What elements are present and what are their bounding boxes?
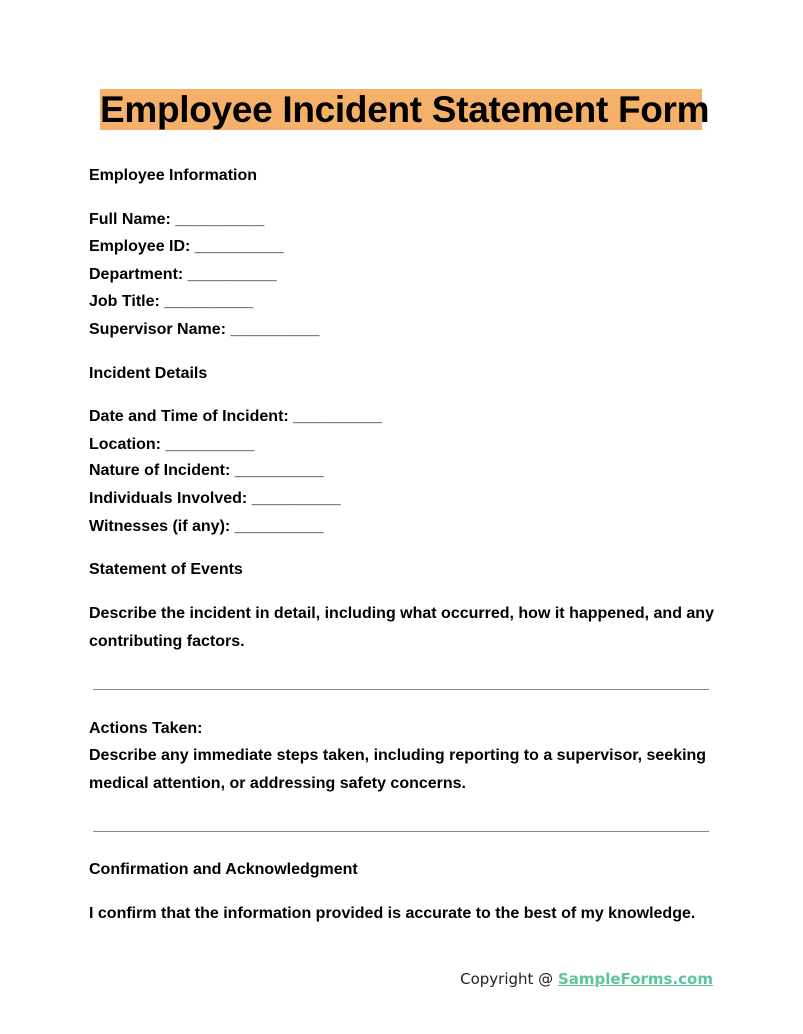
field-witnesses: Witnesses (if any): __________ — [89, 518, 324, 535]
page-title: Employee Incident Statement Form — [100, 89, 710, 130]
field-job-title: Job Title: __________ — [89, 293, 254, 310]
field-nature-of-incident: Nature of Incident: __________ — [89, 462, 324, 479]
section-heading-actions-taken: Actions Taken: — [89, 720, 203, 737]
field-department: Department: __________ — [89, 266, 277, 283]
field-individuals-involved: Individuals Involved: __________ — [89, 490, 341, 507]
statement-instructions: Describe the incident in detail, including what occurred, how it happened, and any contributing factors. — [89, 605, 714, 650]
copyright-footer — [460, 970, 713, 988]
field-employee-id: Employee ID: __________ — [89, 238, 284, 255]
copyright-prefix: Copyright @ — [460, 970, 558, 988]
field-supervisor-name: Supervisor Name: __________ — [89, 321, 320, 338]
field-full-name: Full Name: __________ — [89, 211, 265, 228]
sampleforms-link[interactable]: SampleForms.com — [557, 970, 713, 988]
section-heading-statement-of-events: Statement of Events — [89, 561, 243, 578]
confirmation-text: I confirm that the information provided is accurate to the best of my knowledge. — [89, 905, 696, 922]
field-location: Location: __________ — [89, 436, 255, 453]
section-heading-confirmation: Confirmation and Acknowledgment — [89, 861, 358, 878]
statement-answer-line[interactable] — [93, 689, 709, 690]
field-date-time: Date and Time of Incident: __________ — [89, 408, 383, 425]
actions-answer-line[interactable] — [93, 831, 709, 832]
actions-instructions: Describe any immediate steps taken, including reporting to a supervisor, seeking medical attention, or addressing safety concerns. — [89, 747, 707, 792]
section-heading-employee-information: Employee Information — [89, 167, 258, 184]
section-heading-incident-details: Incident Details — [89, 365, 208, 382]
